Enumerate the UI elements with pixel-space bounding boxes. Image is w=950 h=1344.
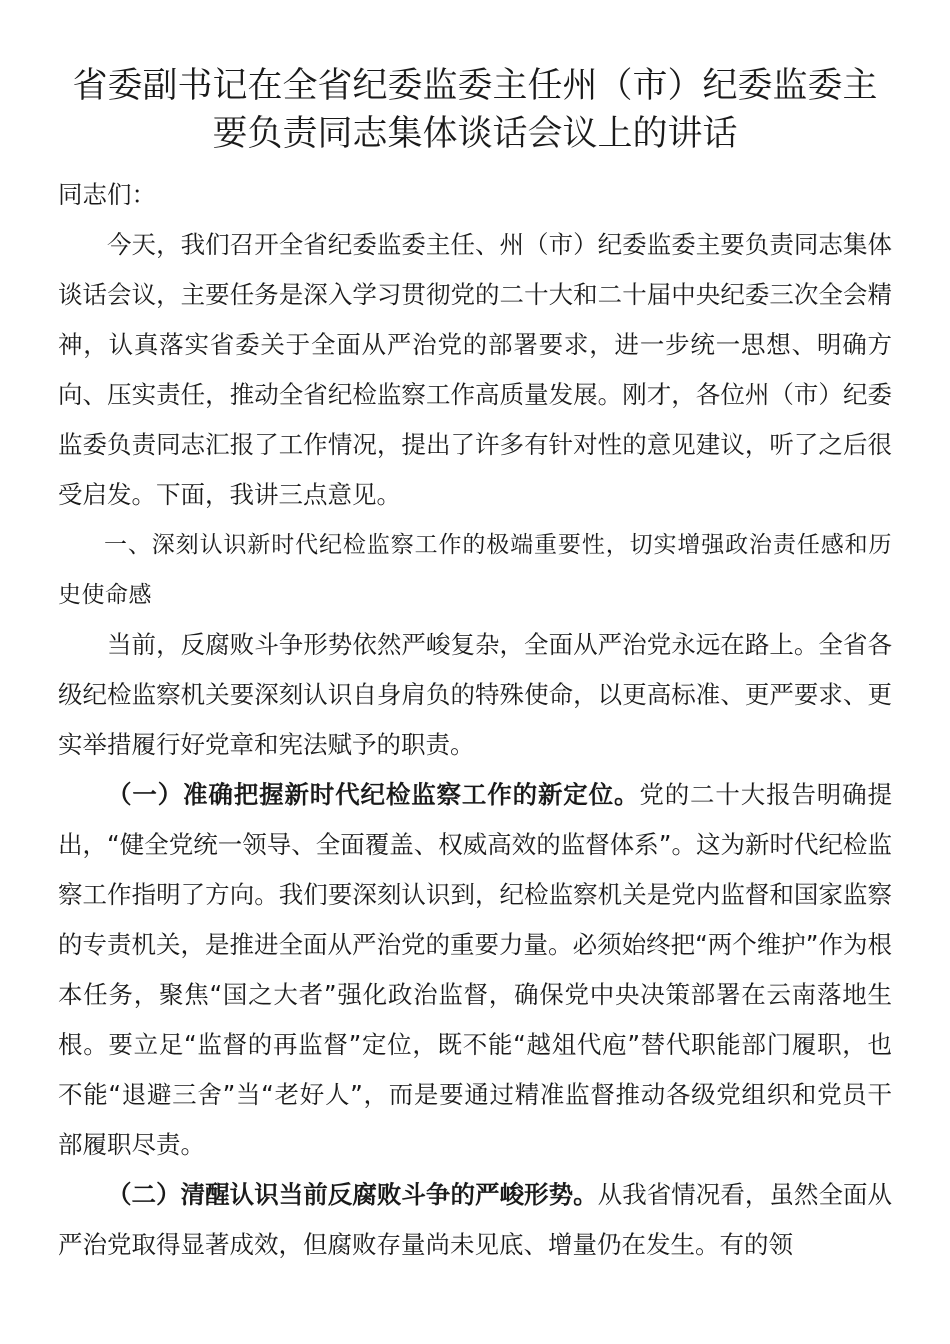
section-heading-1: 一、深刻认识新时代纪检监察工作的极端重要性，切实增强政治责任感和历史使命感 — [58, 532, 892, 608]
salutation: 同志们： — [58, 180, 156, 209]
point-1-body: 党的二十大报告明确提出，“健全党统一领导、全面覆盖、权威高效的监督体系”。这为新时代纪检监察工作指明了方向。我们要深刻认识到，纪检监察机关是党内监督和国家监察的专责机关，是推进全面从严治党的重要力量。必须始终把“两个维护”作为根本任务，聚焦“国之大者”强化政治监督，确保党中央决策部署在云南落地生根。要立足“监督的再监督”定位，既不能“越俎代庖”替代职能部门履职，也不能“退避三舍”当“老好人”，而是要通过精准监督推动各级党组织和党员干部履职尽责。 — [58, 780, 893, 1159]
document-title: 省委副书记在全省纪委监委主任州（市）纪委监委主要负责同志集体谈话会议上的讲话 — [72, 66, 878, 154]
point-1-lead: （一）准确把握新时代纪检监察工作的新定位。 — [107, 780, 640, 809]
point-2-lead: （二）清醒认识当前反腐败斗争的严峻形势。 — [107, 1180, 598, 1209]
paragraph-point-1 — [58, 770, 892, 1170]
paragraph-intro: 今天，我们召开全省纪委监委主任、州（市）纪委监委主要负责同志集体谈话会议，主要任务是深入学习贯彻党的二十大和二十届中央纪委三次全会精神，认真落实省委关于全面从严治党的部署要求，进一步统一思想、明确方向、压实责任，推动全省纪检监察工作高质量发展。刚才，各位州（市）纪委监委负责同志汇报了工作情况，提出了许多有针对性的意见建议，听了之后很受启发。下面，我讲三点意见。 — [58, 230, 892, 509]
point-2-body: 从我省情况看，虽然全面从严治党取得显著成效，但腐败存量尚未见底、增量仍在发生。有的领 — [58, 1180, 893, 1259]
paragraph-situation: 当前，反腐败斗争形势依然严峻复杂，全面从严治党永远在路上。全省各级纪检监察机关要深刻认识自身肩负的特殊使命，以更高标准、更严要求、更实举措履行好党章和宪法赋予的职责。 — [58, 630, 892, 759]
paragraph-point-2 — [58, 1170, 892, 1270]
